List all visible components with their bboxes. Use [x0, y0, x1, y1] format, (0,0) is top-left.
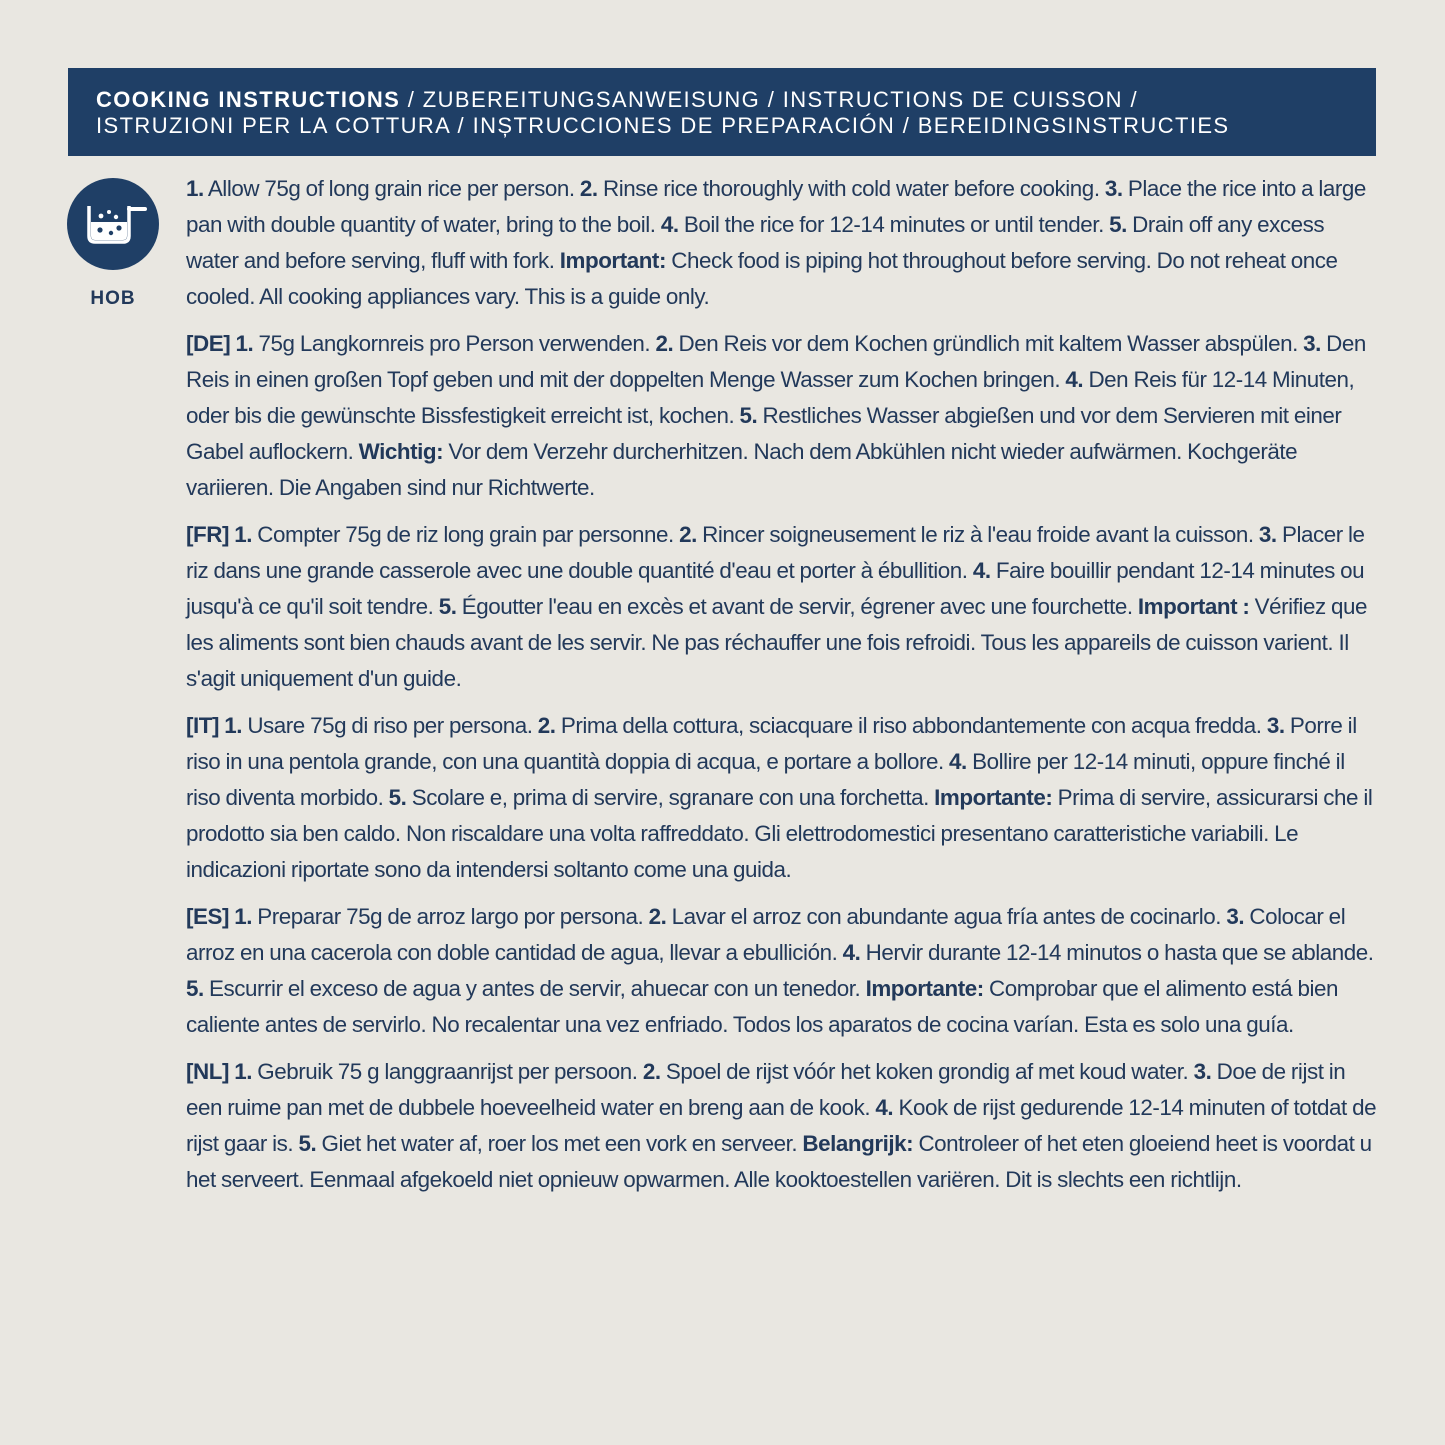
step-text: Spoel de rijst vóór het koken grondig af met koud water. [660, 1059, 1194, 1084]
step-label: [IT] 1. [186, 713, 243, 738]
step-text: Prima di servire, assicurarsi che il prodotto sia ben caldo. Non riscaldare una volta raffreddato. Gli elettrodomestici presentano caratteristiche variabili. Le indicazioni riportate sono da intendersi soltanto come una guida. [186, 785, 1373, 882]
step-text: Prima della cottura, sciacquare il riso abbondantemente con acqua fredda. [555, 713, 1267, 738]
instruction-paragraph-es [186, 899, 1378, 1043]
step-text: Den Reis in einen großen Topf geben und mit der doppelten Menge Wasser zum Kochen bringen. [186, 331, 1366, 392]
step-label: 4. [660, 212, 679, 237]
step-label: 3. [1193, 1059, 1212, 1084]
step-text: 75g Langkornreis pro Person verwenden. [253, 331, 656, 356]
instruction-paragraph-nl [186, 1054, 1378, 1198]
hob-label: HOB [90, 288, 136, 309]
step-label: 5. [186, 976, 204, 1001]
step-text: Restliches Wasser abgießen und vor dem Servieren mit einer Gabel auflockern. [186, 403, 1342, 464]
step-label: 2. [642, 1059, 661, 1084]
step-label: 3. [1226, 904, 1245, 929]
step-text: Scolare e, prima di servire, sgranare con una forchetta. [406, 785, 935, 810]
step-label: 2. [648, 904, 667, 929]
step-label: 4. [875, 1095, 894, 1120]
header-line-2: ISTRUZIONI PER LA COTTURA / INȘTRUCCIONES DE PREPARACIÓN / BEREIDINGSINSTRUCTIES [96, 113, 1230, 138]
step-label: 3. [1104, 176, 1123, 201]
step-text: Vor dem Verzehr durcherhitzen. Nach dem Abkühlen nicht wieder aufwärmen. Kochgeräte variieren. Die Angaben sind nur Richtwerte. [186, 439, 1298, 500]
step-label: 4. [1065, 367, 1084, 392]
step-label: 5. [438, 594, 457, 619]
step-text: Placer le riz dans une grande casserole avec une double quantité d'eau et porter à ébullition. [186, 522, 1365, 583]
step-text: Den Reis für 12-14 Minuten, oder bis die gewünschte Bissfestigkeit erreicht ist, kochen. [186, 367, 1355, 428]
step-text: Escurrir el exceso de agua y antes de servir, ahuecar con un tenedor. [203, 976, 866, 1001]
step-text: Allow 75g of long grain rice per person. [203, 176, 580, 201]
step-label: 5. [739, 403, 758, 428]
header-banner [68, 68, 1376, 156]
step-label: 2. [537, 713, 556, 738]
instruction-paragraph-fr [186, 517, 1378, 697]
step-text: Vérifiez que les aliments sont bien chauds avant de les servir. Ne pas réchauffer une fois refroidi. Tous les appareils de cuisson varient. Il s'agit uniquement d'un guide. [186, 594, 1367, 691]
header-title-translations: / ZUBEREITUNGSANWEISUNG / INSTRUCTIONS DE CUISSON / [400, 87, 1138, 112]
step-text: Check food is piping hot throughout before serving. Do not reheat once cooled. All cooking appliances vary. This is a guide only. [186, 248, 1338, 309]
step-label: 3. [1266, 713, 1285, 738]
step-label: 2. [679, 522, 697, 547]
step-label: Wichtig: [358, 439, 444, 464]
step-text: Colocar el arroz en una cacerola con doble cantidad de agua, llevar a ebullición. [186, 904, 1346, 965]
step-label: [ES] 1. [186, 904, 253, 929]
step-text: Égoutter l'eau en excès et avant de servir, égrener avec une fourchette. [456, 594, 1138, 619]
instruction-paragraph-de [186, 326, 1378, 506]
step-label: 4. [842, 940, 861, 965]
step-text: Drain off any excess water and before serving, fluff with fork. [186, 212, 1325, 273]
step-label: 3. [1258, 522, 1277, 547]
step-text: Hervir durante 12-14 minutos o hasta que se ablande. [860, 940, 1374, 965]
step-text: Usare 75g di riso per persona. [242, 713, 538, 738]
step-label: 1. [186, 176, 204, 201]
step-text: Porre il riso in una pentola grande, con una quantità doppia di acqua, e portare a bollore. [186, 713, 1357, 774]
step-text: Gebruik 75 g langgraanrijst per persoon. [252, 1059, 643, 1084]
step-label: 4. [949, 749, 967, 774]
step-label: 5. [1109, 212, 1127, 237]
instructions-text [186, 171, 1378, 1209]
step-text: Giet het water af, roer los met een vork en serveer. [316, 1131, 803, 1156]
step-text: Controleer of het eten gloeiend heet is voordat u het serveert. Eenmaal afgekoeld niet opnieuw opwarmen. Alle kooktoestellen variëren. Dit is slechts een richtlijn. [186, 1131, 1372, 1192]
instruction-paragraph-it [186, 708, 1378, 888]
step-label: Importante: [865, 976, 984, 1001]
step-text: Boil the rice for 12-14 minutes or until tender. [678, 212, 1110, 237]
step-text: Rincer soigneusement le riz à l'eau froide avant la cuisson. [696, 522, 1259, 547]
step-text: Comprobar que el alimento está bien caliente antes de servirlo. No recalentar una vez enfriado. Todos los aparatos de cocina varían. Esta es solo una guía. [186, 976, 1338, 1037]
step-label: [DE] 1. [186, 331, 254, 356]
step-text: Bollire per 12-14 minuti, oppure finché il riso diventa morbido. [186, 749, 1345, 810]
step-label: 3. [1303, 331, 1321, 356]
step-text: Rinse rice thoroughly with cold water before cooking. [597, 176, 1105, 201]
header-line-1 [96, 87, 1348, 113]
step-label: 2. [655, 331, 674, 356]
step-text: Lavar el arroz con abundante agua fría antes de cocinarlo. [666, 904, 1227, 929]
step-text: Preparar 75g de arroz largo por persona. [252, 904, 649, 929]
step-text: Den Reis vor dem Kochen gründlich mit kaltem Wasser abspülen. [673, 331, 1304, 356]
step-text: Compter 75g de riz long grain par personne. [252, 522, 680, 547]
step-label: 5. [388, 785, 407, 810]
step-text: Place the rice into a large pan with double quantity of water, bring to the boil. [186, 176, 1366, 237]
header-title-en: COOKING INSTRUCTIONS [96, 87, 401, 112]
hob-pan-icon [67, 178, 159, 270]
instruction-paragraph-en [186, 171, 1378, 315]
step-label: [NL] 1. [186, 1059, 253, 1084]
step-label: Belangrijk: [802, 1131, 914, 1156]
step-label: 2. [579, 176, 598, 201]
step-text: Faire bouillir pendant 12-14 minutes ou jusqu'à ce qu'il soit tendre. [186, 558, 1365, 619]
step-label: Important : [1137, 594, 1250, 619]
step-label: Important: [559, 248, 666, 273]
step-text: Kook de rijst gedurende 12-14 minuten of totdat de rijst gaar is. [186, 1095, 1377, 1156]
step-label: [FR] 1. [186, 522, 253, 547]
step-text: Doe de rijst in een ruime pan met de dubbele hoeveelheid water en breng aan de kook. [186, 1059, 1346, 1120]
step-label: Importante: [934, 785, 1053, 810]
step-label: 5. [298, 1131, 317, 1156]
step-label: 4. [972, 558, 991, 583]
